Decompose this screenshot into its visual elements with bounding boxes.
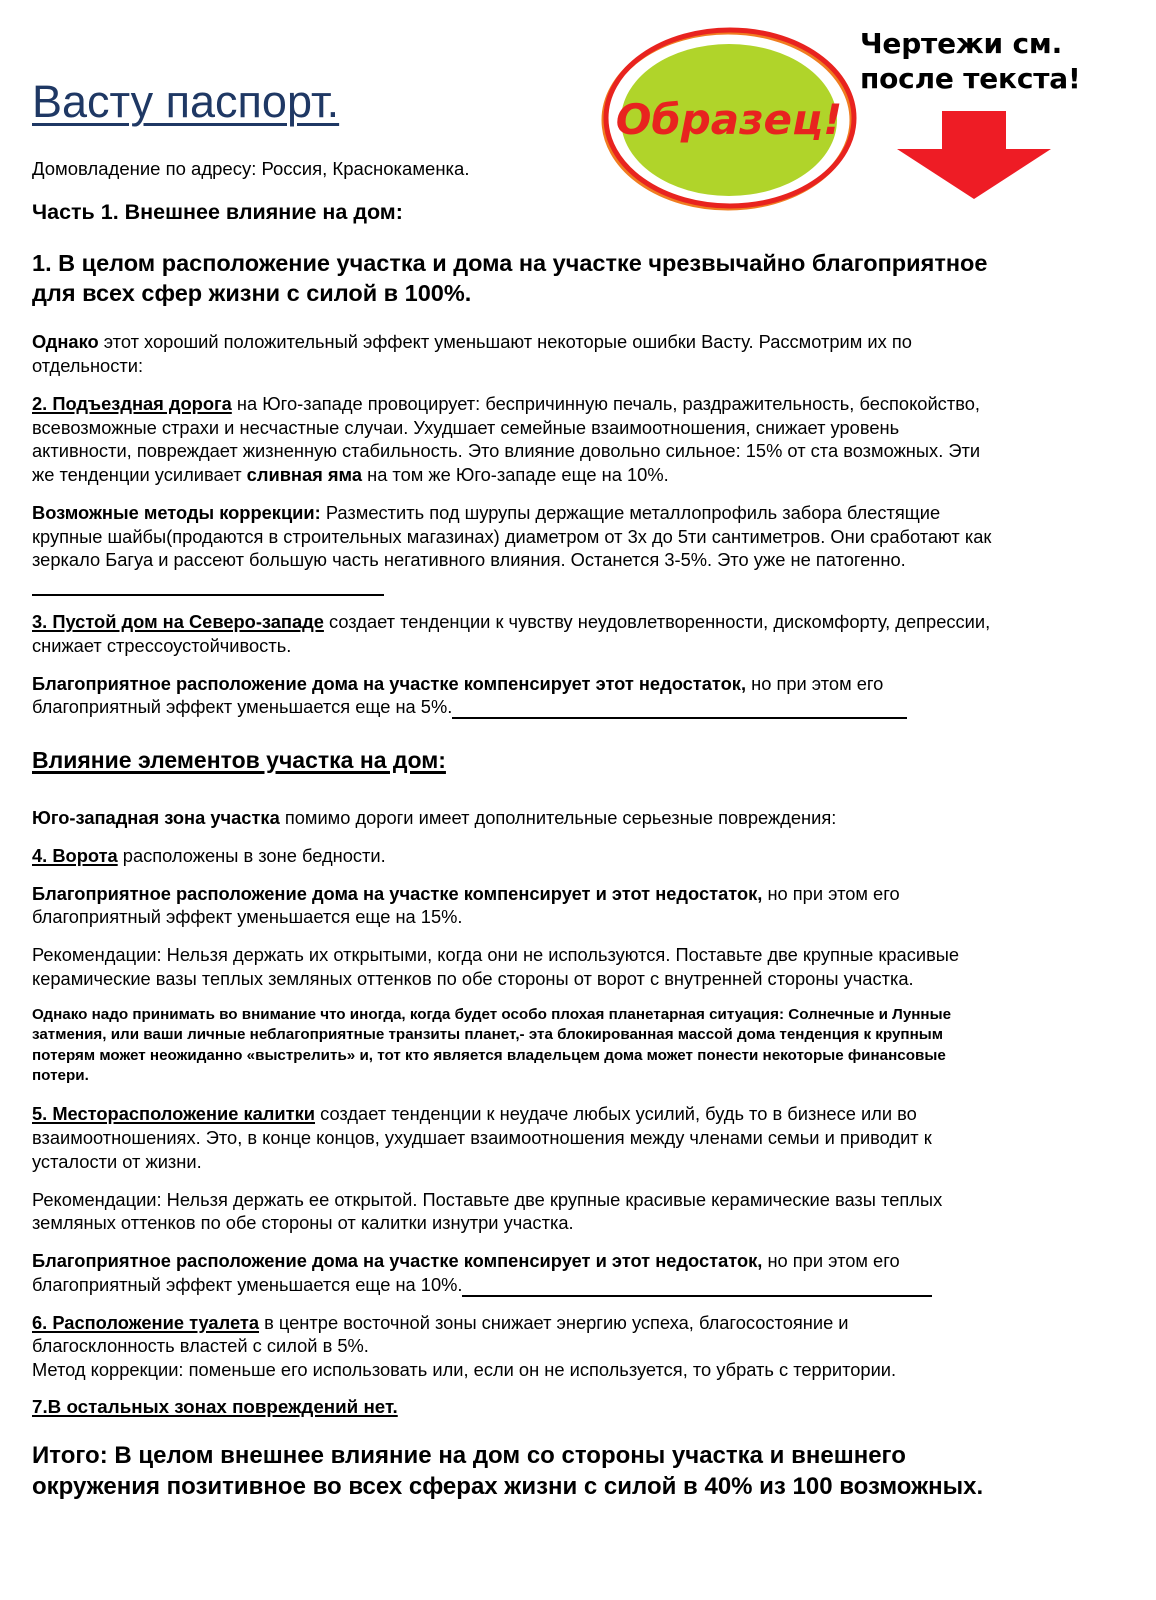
finding-6-paragraph bbox=[32, 1311, 994, 1359]
finding-2-emphasis: сливная яма bbox=[246, 464, 363, 486]
southwest-zone-paragraph bbox=[32, 806, 994, 830]
compensation-3-bold: Благоприятное расположение дома на участке компенсирует этот недостаток, bbox=[32, 672, 747, 694]
finding-6-body: в центре восточной зоны снижает энергию успеха, благосостояние и благосклонность властей с силой в 5%. bbox=[32, 1311, 849, 1357]
finding-3-title: 3. Пустой дом на Северо-западе bbox=[32, 610, 324, 632]
recommendation-5-paragraph: Рекомендации: Нельзя держать ее открытой. Поставьте две крупные красивые керамические вазы теплых земляных оттенков по обе стороны от калитки изнутри участка. bbox=[32, 1188, 943, 1234]
finding-4-body: расположены в зоне бедности. bbox=[117, 844, 386, 866]
finding-2-text-b: на том же Юго-западе еще на 10%. bbox=[362, 464, 669, 486]
document-body bbox=[32, 248, 994, 1516]
elements-influence-heading: Влияние элементов участка на дом: bbox=[32, 747, 446, 774]
blank-fill-line-1 bbox=[32, 579, 384, 596]
compensation-5-bold: Благоприятное расположение дома на участке компенсирует и этот недостаток, bbox=[32, 1250, 763, 1272]
correction-methods-body: Разместить под шурупы держащие металлопрофиль забора блестящие крупные шайбы(продаются в строительных магазинах) диаметром от 3х до 5ти сантиметров. Они сработают как зеркало Багуа и рассеют большую часть негативного влияния. Останется 3-5%. Это уже не патогенно. bbox=[32, 501, 992, 571]
finding-3-body: создает тенденции к чувству неудовлетворенности, дискомфорту, депрессии, снижает стрессоустойчивость. bbox=[32, 610, 991, 656]
finding-4-paragraph bbox=[32, 844, 994, 868]
finding-5-paragraph bbox=[32, 1102, 994, 1173]
finding-2-text-a: на Юго-западе провоцирует: беспричинную печаль, раздражительность, беспокойство, всевозможные страхи и несчастные случаи. Ухудшает семейные взаимоотношения, снижает уровень активности, повреждает жизненную стабильность. Это влияние довольно сильное: 15% от ста возможных. Эти же тенденции усиливает bbox=[32, 392, 981, 486]
finding-7-wrap bbox=[32, 1396, 994, 1418]
southwest-zone-bold: Юго-западная зона участка bbox=[32, 807, 280, 829]
sample-stamp bbox=[598, 24, 858, 216]
down-arrow-icon bbox=[894, 109, 1130, 206]
callout-line-2: после текста! bbox=[860, 62, 1081, 96]
correction-methods-title: Возможные методы коррекции: bbox=[32, 501, 321, 523]
finding-5-body: создает тенденции к неудаче любых усилий, будь то в бизнесе или во взаимоотношениях. Это, в конце концов, ухудшает взаимоотношения между членами семьи и приводит к усталости от жизни. bbox=[32, 1103, 932, 1172]
blank-fill-line-2 bbox=[452, 702, 907, 719]
compensation-3-rest: но при этом его благоприятный эффект уменьшается еще на 5%. bbox=[32, 672, 884, 718]
compensation-4-rest: но при этом его благоприятный эффект уменьшается еще на 15%. bbox=[32, 882, 900, 928]
page-title: Васту паспорт. bbox=[32, 76, 340, 127]
total-summary: Итого: В целом внешнее влияние на дом со стороны участка и внешнего окружения позитивное во всех сферах жизни с силой в 40% из 100 возможных. bbox=[32, 1442, 984, 1501]
part-heading: Часть 1. Внешнее влияние на дом: bbox=[32, 200, 403, 224]
compensation-3-paragraph bbox=[32, 672, 994, 720]
however-bold: Однако bbox=[32, 331, 99, 353]
finding-6-method-paragraph: Метод коррекции: поменьше его использовать или, если он не используется, то убрать с территории. bbox=[32, 1359, 897, 1381]
elements-heading-wrap bbox=[32, 733, 994, 790]
compensation-5-rest: но при этом его благоприятный эффект уменьшается еще на 10%. bbox=[32, 1250, 900, 1295]
drawings-callout bbox=[860, 26, 1130, 206]
document-header bbox=[0, 0, 1156, 230]
finding-1-heading: 1. В целом расположение участка и дома на участке чрезвычайно благоприятное для всех сфер жизни с силой в 100%. bbox=[32, 250, 988, 307]
however-paragraph bbox=[32, 330, 994, 378]
finding-3-paragraph bbox=[32, 610, 994, 658]
correction-methods-paragraph bbox=[32, 501, 994, 596]
finding-2-title: 2. Подъездная дорога bbox=[32, 392, 232, 414]
compensation-4-bold: Благоприятное расположение дома на участке компенсирует и этот недостаток, bbox=[32, 882, 763, 904]
recommendation-4-paragraph: Рекомендации: Нельзя держать их открытыми, когда они не используются. Поставьте две крупные красивые керамические вазы теплых земляных оттенков по обе стороны от ворот с внутренней стороны участка. bbox=[32, 944, 960, 989]
finding-6-title: 6. Расположение туалета bbox=[32, 1311, 259, 1333]
fineprint-warning-paragraph: Однако надо принимать во внимание что иногда, когда будет особо плохая планетарная ситуация: Солнечные и Лунные затмения, или ваши личные неблагоприятные транзиты планет,- эта блокированная массой дома тенденция к крупным потерям может неожиданно «выстрелить» и, тот кто является владельцем дома может понести некоторые финансовые потери. bbox=[32, 1005, 952, 1084]
compensation-4-paragraph bbox=[32, 882, 994, 930]
compensation-5-paragraph bbox=[32, 1249, 994, 1297]
finding-5-title: 5. Месторасположение калитки bbox=[32, 1103, 316, 1125]
finding-2-paragraph bbox=[32, 392, 994, 487]
finding-7-title: 7.В остальных зонах повреждений нет. bbox=[32, 1396, 398, 1418]
southwest-zone-rest: помимо дороги имеет дополнительные серьезные повреждения: bbox=[279, 807, 837, 829]
however-rest: этот хороший положительный эффект уменьшают некоторые ошибки Васту. Рассмотрим их по отдельности: bbox=[32, 331, 912, 376]
stamp-label-text: Образец! bbox=[615, 95, 843, 144]
document-address-line: Домовладение по адресу: Россия, Краснокаменка. bbox=[32, 158, 470, 179]
finding-4-title: 4. Ворота bbox=[32, 844, 118, 866]
blank-fill-line-3 bbox=[462, 1280, 932, 1297]
callout-line-1: Чертежи см. bbox=[860, 27, 1063, 60]
